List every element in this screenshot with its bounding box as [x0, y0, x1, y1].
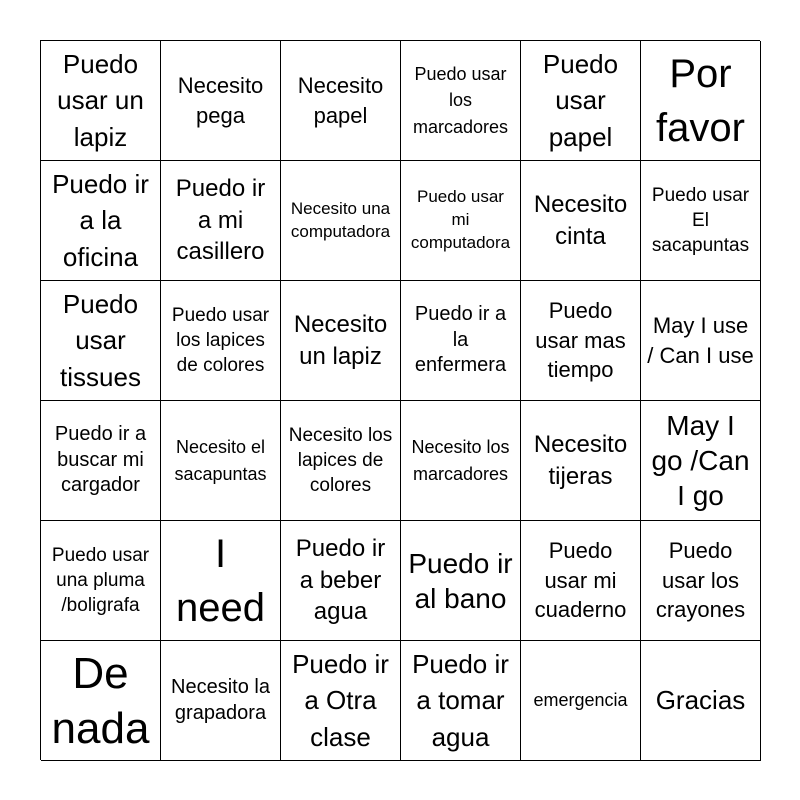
- cell-text: Puedo usar los crayones: [655, 537, 746, 623]
- cell-text: May I go /Can I go: [651, 410, 750, 511]
- bingo-cell[interactable]: [161, 521, 281, 641]
- cell-text: Puedo ir a tomar agua: [412, 648, 509, 752]
- bingo-cell[interactable]: [161, 161, 281, 281]
- bingo-cell[interactable]: [521, 161, 641, 281]
- cell-text: Necesito una computadora: [290, 198, 391, 241]
- cell-text: Por favor: [656, 51, 745, 150]
- bingo-cell[interactable]: [281, 401, 401, 521]
- bingo-cell[interactable]: [41, 521, 161, 641]
- cell-text: Puedo usar papel: [542, 48, 619, 152]
- cell-text: Puedo usar un lapiz: [57, 48, 144, 152]
- cell-text: Puedo usar los lapices de colores: [171, 304, 270, 377]
- bingo-cell[interactable]: [281, 281, 401, 401]
- bingo-cell[interactable]: [641, 281, 761, 401]
- bingo-cell[interactable]: [41, 641, 161, 761]
- bingo-cell[interactable]: [641, 401, 761, 521]
- cell-text: May I use / Can I use: [647, 312, 754, 368]
- bingo-cell[interactable]: [41, 281, 161, 401]
- cell-text: Necesito tijeras: [533, 430, 628, 490]
- cell-text: Necesito los marcadores: [411, 437, 510, 484]
- cell-text: I need: [176, 531, 265, 630]
- cell-text: Puedo ir a beber agua: [295, 534, 386, 626]
- cell-text: Puedo usar una pluma /boligrafa: [51, 544, 150, 617]
- bingo-cell[interactable]: [401, 641, 521, 761]
- bingo-cell[interactable]: [521, 641, 641, 761]
- cell-text: Necesito pega: [177, 72, 264, 128]
- cell-text: Puedo ir a buscar mi cargador: [54, 423, 147, 497]
- cell-text: Necesito los lapices de colores: [288, 424, 393, 497]
- bingo-cell[interactable]: [161, 281, 281, 401]
- bingo-cell[interactable]: [521, 41, 641, 161]
- bingo-cell[interactable]: [281, 41, 401, 161]
- bingo-cell[interactable]: [401, 161, 521, 281]
- bingo-cell[interactable]: [281, 641, 401, 761]
- bingo-cell[interactable]: [401, 401, 521, 521]
- bingo-cell[interactable]: [641, 41, 761, 161]
- bingo-cell[interactable]: [41, 41, 161, 161]
- bingo-board: [40, 40, 760, 760]
- cell-text: Puedo usar mi computadora: [410, 187, 511, 252]
- bingo-cell[interactable]: [401, 521, 521, 641]
- bingo-cell[interactable]: [281, 161, 401, 281]
- bingo-cell[interactable]: [641, 161, 761, 281]
- bingo-cell[interactable]: [41, 161, 161, 281]
- bingo-cell[interactable]: [641, 641, 761, 761]
- cell-text: Puedo usar tissues: [60, 288, 141, 392]
- cell-text: Puedo ir a la oficina: [52, 168, 149, 272]
- cell-text: Necesito el sacapuntas: [174, 437, 267, 484]
- bingo-cell[interactable]: [401, 281, 521, 401]
- cell-text: Puedo ir a Otra clase: [292, 648, 389, 752]
- cell-text: Puedo usar los marcadores: [412, 64, 509, 137]
- bingo-cell[interactable]: [161, 41, 281, 161]
- cell-text: Necesito la grapadora: [171, 675, 270, 724]
- bingo-cell[interactable]: [41, 401, 161, 521]
- bingo-cell[interactable]: [161, 401, 281, 521]
- cell-text: Necesito cinta: [533, 190, 628, 250]
- cell-text: Puedo usar mi cuaderno: [534, 537, 627, 623]
- cell-text: Puedo usar El sacapuntas: [651, 184, 750, 257]
- cell-text: Puedo ir a mi casillero: [175, 174, 266, 266]
- bingo-cell[interactable]: [401, 41, 521, 161]
- bingo-cell[interactable]: [641, 521, 761, 641]
- bingo-cell[interactable]: [521, 521, 641, 641]
- cell-text: De nada: [51, 648, 150, 753]
- cell-text: Necesito un lapiz: [293, 310, 388, 370]
- cell-text: emergencia: [533, 690, 628, 711]
- cell-text: Puedo ir al bano: [408, 547, 513, 614]
- cell-text: Puedo usar mas tiempo: [535, 297, 626, 383]
- bingo-cell[interactable]: [161, 641, 281, 761]
- cell-text: Necesito papel: [297, 72, 384, 128]
- cell-text: Gracias: [655, 685, 746, 716]
- cell-text: Puedo ir a la enfermera: [414, 303, 507, 377]
- bingo-cell[interactable]: [521, 281, 641, 401]
- bingo-cell[interactable]: [281, 521, 401, 641]
- bingo-cell[interactable]: [521, 401, 641, 521]
